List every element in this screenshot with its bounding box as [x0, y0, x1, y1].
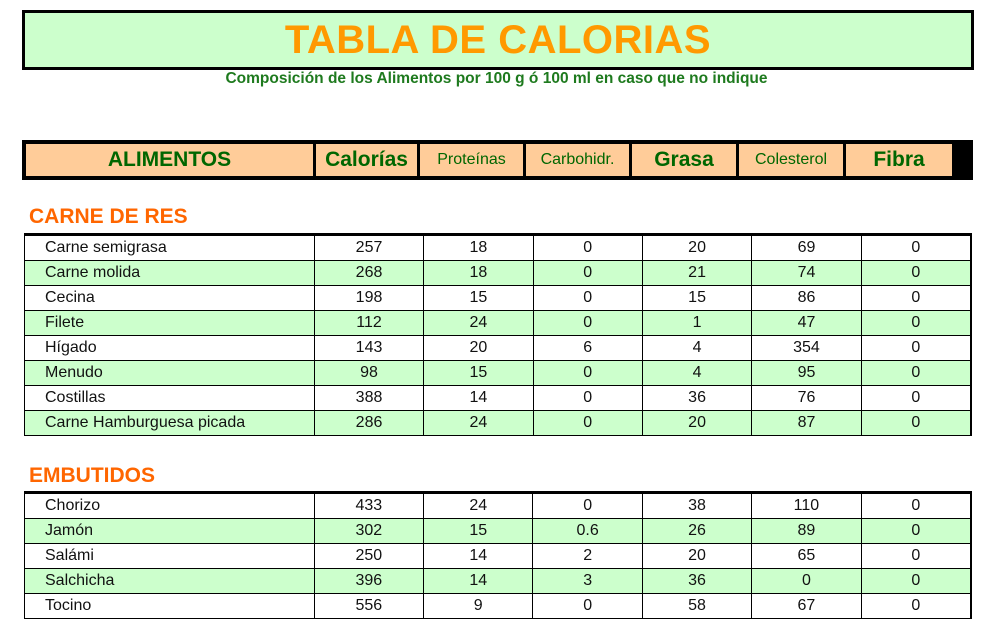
cell-food-name: Filete — [25, 311, 315, 336]
table-row — [25, 411, 972, 436]
cell-calories: 250 — [314, 544, 423, 569]
page-subtitle: Composición de los Alimentos por 100 g ó 100 ml en caso que no indique — [225, 70, 768, 87]
cell-fiber: 0 — [861, 544, 971, 569]
cell-food-name: Menudo — [25, 361, 315, 386]
header-carbohidratos: Carbohidr. — [526, 144, 629, 176]
cell-cholesterol: 69 — [752, 235, 861, 261]
table-row — [25, 519, 972, 544]
cell-cholesterol: 47 — [752, 311, 861, 336]
cell-proteins: 18 — [424, 235, 533, 261]
table-row — [25, 594, 972, 619]
cell-fiber: 0 — [861, 569, 971, 594]
cell-calories: 388 — [314, 386, 423, 411]
header-calorias: Calorías — [316, 144, 417, 176]
cell-fiber: 0 — [861, 594, 971, 619]
cell-cholesterol: 76 — [752, 386, 861, 411]
table-row — [25, 311, 972, 336]
header-colesterol: Colesterol — [739, 144, 843, 176]
table-row — [25, 235, 972, 261]
cell-calories: 143 — [314, 336, 423, 361]
cell-proteins: 15 — [424, 519, 533, 544]
cell-fat: 26 — [642, 519, 751, 544]
page-title: TABLA DE CALORIAS — [284, 17, 712, 62]
cell-carbs: 0 — [533, 311, 642, 336]
cell-proteins: 24 — [424, 493, 533, 519]
cell-fat: 4 — [642, 361, 751, 386]
cell-cholesterol: 74 — [752, 261, 861, 286]
cell-fiber: 0 — [861, 361, 971, 386]
cell-fiber: 0 — [861, 311, 971, 336]
cell-proteins: 24 — [424, 311, 533, 336]
column-header-bar — [22, 140, 973, 180]
cell-calories: 257 — [314, 235, 423, 261]
cell-proteins: 14 — [424, 386, 533, 411]
cell-food-name: Salámi — [25, 544, 315, 569]
cell-food-name: Tocino — [25, 594, 315, 619]
cell-proteins: 14 — [424, 544, 533, 569]
cell-food-name: Chorizo — [25, 493, 315, 519]
cell-carbs: 2 — [533, 544, 642, 569]
title-banner — [22, 10, 974, 70]
cell-proteins: 14 — [424, 569, 533, 594]
cell-fat: 20 — [642, 544, 751, 569]
cell-fat: 38 — [642, 493, 751, 519]
header-proteinas: Proteínas — [420, 144, 523, 176]
cell-food-name: Jamón — [25, 519, 315, 544]
cell-carbs: 3 — [533, 569, 642, 594]
cell-calories: 433 — [314, 493, 423, 519]
cell-food-name: Cecina — [25, 286, 315, 311]
table-row — [25, 544, 972, 569]
cell-carbs: 0 — [533, 411, 642, 436]
cell-calories: 556 — [314, 594, 423, 619]
table-row — [25, 569, 972, 594]
cell-food-name: Hígado — [25, 336, 315, 361]
cell-fiber: 0 — [861, 235, 971, 261]
cell-proteins: 18 — [424, 261, 533, 286]
cell-calories: 268 — [314, 261, 423, 286]
cell-food-name: Carne Hamburguesa picada — [25, 411, 315, 436]
header-fibra: Fibra — [846, 144, 952, 176]
carne-de-res-table — [24, 233, 972, 436]
table-row — [25, 386, 972, 411]
cell-proteins: 20 — [424, 336, 533, 361]
cell-fiber: 0 — [861, 286, 971, 311]
cell-food-name: Carne semigrasa — [25, 235, 315, 261]
header-alimentos: ALIMENTOS — [26, 144, 313, 176]
cell-calories: 98 — [314, 361, 423, 386]
table-row — [25, 361, 972, 386]
embutidos-table — [24, 491, 972, 619]
cell-carbs: 0 — [533, 594, 642, 619]
cell-cholesterol: 67 — [752, 594, 861, 619]
cell-proteins: 15 — [424, 361, 533, 386]
cell-carbs: 0 — [533, 386, 642, 411]
cell-fat: 20 — [642, 411, 751, 436]
cell-cholesterol: 89 — [752, 519, 861, 544]
cell-calories: 302 — [314, 519, 423, 544]
cell-fiber: 0 — [861, 336, 971, 361]
section-title-carne-de-res: CARNE DE RES — [29, 205, 188, 228]
cell-cholesterol: 0 — [752, 569, 861, 594]
cell-fat: 20 — [642, 235, 751, 261]
cell-fat: 36 — [642, 569, 751, 594]
cell-food-name: Costillas — [25, 386, 315, 411]
table-row — [25, 261, 972, 286]
cell-fat: 58 — [642, 594, 751, 619]
cell-cholesterol: 65 — [752, 544, 861, 569]
cell-calories: 112 — [314, 311, 423, 336]
cell-proteins: 15 — [424, 286, 533, 311]
cell-carbs: 0 — [533, 361, 642, 386]
cell-cholesterol: 110 — [752, 493, 861, 519]
cell-carbs: 0 — [533, 286, 642, 311]
cell-carbs: 6 — [533, 336, 642, 361]
cell-fiber: 0 — [861, 386, 971, 411]
section-title-embutidos: EMBUTIDOS — [29, 464, 155, 487]
cell-fiber: 0 — [861, 519, 971, 544]
cell-fiber: 0 — [861, 493, 971, 519]
cell-calories: 198 — [314, 286, 423, 311]
cell-carbs: 0.6 — [533, 519, 642, 544]
cell-cholesterol: 95 — [752, 361, 861, 386]
header-grasa: Grasa — [632, 144, 736, 176]
cell-fiber: 0 — [861, 261, 971, 286]
cell-cholesterol: 354 — [752, 336, 861, 361]
cell-food-name: Salchicha — [25, 569, 315, 594]
table-row — [25, 286, 972, 311]
cell-fat: 1 — [642, 311, 751, 336]
cell-proteins: 9 — [424, 594, 533, 619]
cell-fiber: 0 — [861, 411, 971, 436]
cell-fat: 15 — [642, 286, 751, 311]
cell-fat: 21 — [642, 261, 751, 286]
cell-food-name: Carne molida — [25, 261, 315, 286]
table-row — [25, 336, 972, 361]
cell-carbs: 0 — [533, 261, 642, 286]
cell-cholesterol: 87 — [752, 411, 861, 436]
table-row — [25, 493, 972, 519]
cell-fat: 4 — [642, 336, 751, 361]
cell-calories: 286 — [314, 411, 423, 436]
cell-cholesterol: 86 — [752, 286, 861, 311]
cell-fat: 36 — [642, 386, 751, 411]
cell-calories: 396 — [314, 569, 423, 594]
cell-carbs: 0 — [533, 493, 642, 519]
cell-carbs: 0 — [533, 235, 642, 261]
cell-proteins: 24 — [424, 411, 533, 436]
